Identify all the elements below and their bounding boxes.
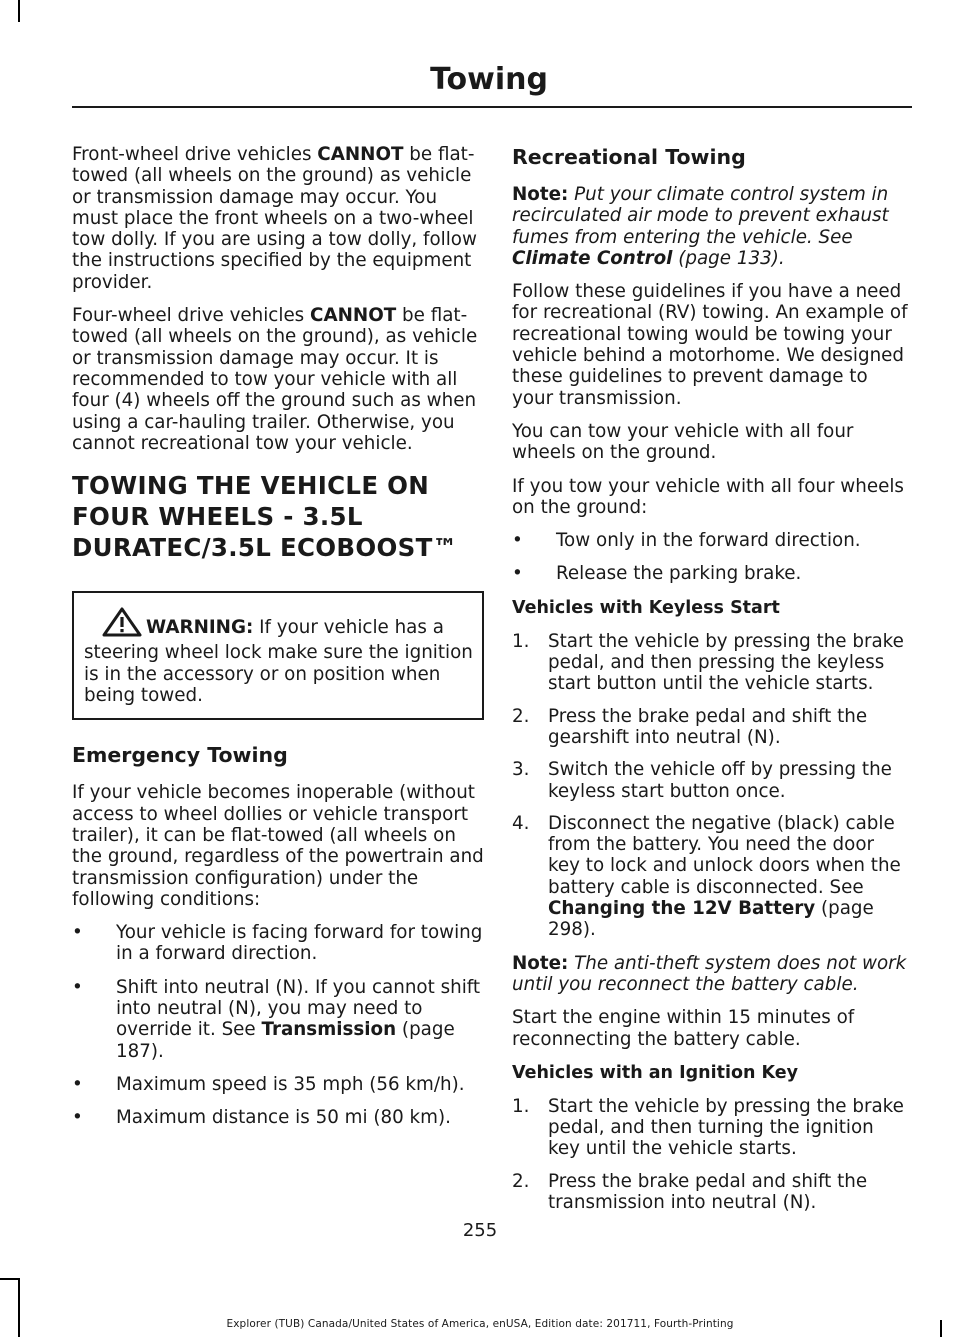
- note-label: Note:: [512, 952, 569, 974]
- list-item: • Maximum speed is 35 mph (56 km/h).: [72, 1074, 484, 1095]
- warning-box: [72, 591, 484, 720]
- battery-link[interactable]: Changing the 12V Battery: [548, 898, 816, 920]
- step-item: [512, 813, 910, 941]
- crop-mark-top-left: [18, 0, 20, 22]
- step-item: [512, 1171, 910, 1214]
- step-text: Start the vehicle by pressing the brake pedal, and then turning the ignition key until the vehicle starts.: [548, 1095, 904, 1160]
- step-item: [512, 631, 910, 695]
- note-text: Put your climate control system in recirculated air mode to prevent exhaust fumes from entering the vehicle. See: [512, 184, 889, 248]
- step-number: 2.: [512, 705, 530, 727]
- right-column: [512, 144, 910, 1225]
- section-heading: TOWING THE VEHICLE ON FOUR WHEELS - 3.5L DURATEC/3.5L ECOBOOST™: [72, 471, 458, 563]
- text: be flat-towed (all wheels on the ground), as vehicle or transmission damage may occur. It is recommended to tow your vehicle with all four (4) wheels off the ground such as when using a car-hauling trailer. Otherwise, you cannot recreational tow your vehicle.: [72, 305, 478, 454]
- step-number: 1.: [512, 1095, 530, 1117]
- text: Front-wheel drive vehicles: [72, 144, 318, 165]
- emphasis-cannot: CANNOT: [310, 305, 397, 327]
- list-item: • Release the parking brake.: [512, 563, 910, 584]
- note-page: (page 133).: [672, 247, 785, 269]
- step-text: Press the brake pedal and shift the transmission into neutral (N).: [548, 1170, 868, 1213]
- climate-control-link[interactable]: Climate Control: [512, 247, 673, 269]
- step-text: Disconnect the negative (black) cable from the battery. You need the door key to lock and unlock doors when the battery cable is disconnected. See: [548, 812, 901, 898]
- footer-edition-text: Explorer (TUB) Canada/United States of America, enUSA, Edition date: 201711, Fourth-Printing: [226, 1318, 734, 1330]
- note-text: The anti-theft system does not work until you reconnect the battery cable.: [512, 952, 907, 995]
- step-page: (page 298).: [548, 898, 874, 941]
- paragraph-can-tow: You can tow your vehicle with all four wheels on the ground.: [512, 420, 854, 464]
- page-header-title: Towing: [430, 62, 548, 97]
- ignition-steps: [512, 1096, 910, 1213]
- paragraph-start-engine: Start the engine within 15 minutes of reconnecting the battery cable.: [512, 1007, 855, 1050]
- list-item: • Tow only in the forward direction.: [512, 530, 910, 551]
- paragraph-follow: Follow these guidelines if you have a need for recreational (RV) towing. An example of recreational towing would be towing your vehicle behind a motorhome. We designed these guidelines to prevent damage to your transmission.: [512, 281, 908, 409]
- text: Shift into neutral (N). If you cannot shift into neutral (N), you may need to override it. See: [116, 976, 481, 1041]
- step-number: 2.: [512, 1170, 530, 1192]
- page-number: 255: [462, 1220, 498, 1241]
- left-column: [72, 144, 484, 1141]
- step-number: 3.: [512, 759, 530, 781]
- rv-list: [512, 530, 910, 585]
- paragraph-four-wheel: [72, 305, 484, 454]
- step-text: Press the brake pedal and shift the gearshift into neutral (N).: [548, 705, 868, 748]
- keyless-start-heading: Vehicles with Keyless Start: [512, 597, 780, 618]
- list-item: [72, 977, 484, 1062]
- ignition-key-heading: Vehicles with an Ignition Key: [512, 1062, 799, 1083]
- conditions-list: [72, 922, 484, 1128]
- step-item: [512, 706, 910, 749]
- emergency-towing-heading: Emergency Towing: [72, 743, 288, 768]
- step-item: [512, 1096, 910, 1160]
- paragraph-front-wheel: [72, 144, 484, 293]
- step-number: 4.: [512, 812, 530, 834]
- note-climate: [512, 184, 910, 269]
- paragraph-if-tow: If you tow your vehicle with all four wheels on the ground:: [512, 475, 904, 518]
- warning-triangle-icon: [102, 607, 142, 642]
- note-label: Note:: [512, 184, 569, 205]
- warning-label: WARNING:: [146, 617, 254, 639]
- keyless-steps: [512, 631, 910, 941]
- list-item: • Maximum distance is 50 mi (80 km).: [72, 1107, 484, 1128]
- recreational-towing-heading: Recreational Towing: [512, 145, 746, 169]
- emphasis-cannot: CANNOT: [317, 144, 404, 165]
- step-number: 1.: [512, 630, 530, 652]
- text: (page 187).: [116, 1019, 455, 1062]
- list-item: • Your vehicle is facing forward for towing in a forward direction.: [72, 922, 484, 965]
- step-text: Switch the vehicle off by pressing the keyless start button once.: [548, 759, 892, 802]
- crop-mark-bottom-left-h: [0, 1278, 20, 1280]
- note-anti-theft: [512, 953, 910, 996]
- warning-text: If your vehicle has a steering wheel lock make sure the ignition is in the accessory or on position when being towed.: [84, 617, 473, 707]
- text: Four-wheel drive vehicles: [72, 305, 311, 327]
- text: be flat-towed (all wheels on the ground) as vehicle or transmission damage may occur. You must place the front wheels on a two-wheel tow dolly. If you are using a tow dolly, follow the instructions specified by the equipment provider.: [72, 144, 477, 293]
- header-rule: [72, 106, 912, 108]
- step-text: Start the vehicle by pressing the brake pedal, and then pressing the keyless start button until the vehicle starts.: [548, 630, 904, 695]
- emergency-intro: If your vehicle becomes inoperable (without access to wheel dollies or vehicle transport trailer), it can be flat-towed (all wheels on the ground, regardless of the powertrain and transmission configuration) under the following conditions:: [72, 782, 484, 910]
- transmission-link[interactable]: Transmission: [261, 1019, 397, 1041]
- step-item: [512, 759, 910, 802]
